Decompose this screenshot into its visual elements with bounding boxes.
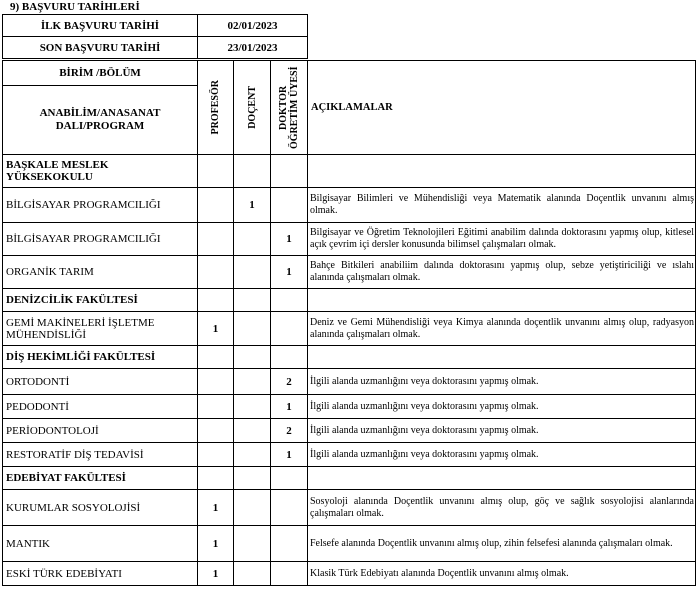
doktor-count: 2 <box>271 419 308 443</box>
profesor-count: 1 <box>198 312 234 346</box>
program-name: PERİODONTOLOJİ <box>3 419 198 443</box>
program-name: MANTIK <box>3 526 198 562</box>
profesor-count <box>198 369 234 395</box>
program-name: ESKİ TÜRK EDEBİYATI <box>3 562 198 586</box>
empty-cell <box>308 467 696 490</box>
profesor-count <box>198 395 234 419</box>
date-row <box>3 15 308 37</box>
docent-count <box>234 395 271 419</box>
description: Bahçe Bitkileri anabiliim dalında doktorasını yapmış olup, sebze yetiştiriciliği ve ıslahı alanında çalışmaları olmak. <box>308 256 696 289</box>
profesor-count <box>198 443 234 467</box>
description: İlgili alanda uzmanlığını veya doktorasını yapmış olmak. <box>308 395 696 419</box>
doktor-count <box>271 526 308 562</box>
description: İlgili alanda uzmanlığını veya doktorasını yapmış olmak. <box>308 369 696 395</box>
table-row <box>3 562 696 586</box>
docent-count <box>234 490 271 526</box>
docent-count <box>234 256 271 289</box>
table-row <box>3 223 696 256</box>
date-value: 02/01/2023 <box>198 15 308 37</box>
table-row <box>3 490 696 526</box>
section-heading: 9) BAŞVURU TARİHLERİ <box>10 1 140 13</box>
date-row <box>3 37 308 59</box>
date-value: 23/01/2023 <box>198 37 308 59</box>
profesor-count: 1 <box>198 562 234 586</box>
section-row <box>3 155 696 188</box>
section-row <box>3 346 696 369</box>
docent-count <box>234 562 271 586</box>
profesor-count: 1 <box>198 526 234 562</box>
table-row <box>3 256 696 289</box>
profesor-count <box>198 419 234 443</box>
table-row <box>3 443 696 467</box>
docent-count <box>234 443 271 467</box>
empty-cell <box>271 346 308 369</box>
empty-cell <box>198 467 234 490</box>
program-name: BİLGİSAYAR PROGRAMCILIĞI <box>3 223 198 256</box>
empty-cell <box>234 289 271 312</box>
program-name: ORGANİK TARIM <box>3 256 198 289</box>
table-row <box>3 369 696 395</box>
doktor-count <box>271 562 308 586</box>
docent-count <box>234 312 271 346</box>
section-title: DENİZCİLİK FAKÜLTESİ <box>3 289 198 312</box>
empty-cell <box>234 346 271 369</box>
header-aciklamalar: AÇIKLAMALAR <box>308 61 696 155</box>
section-title: EDEBİYAT FAKÜLTESİ <box>3 467 198 490</box>
description: Sosyoloji alanında Doçentlik unvanını almış olup, göç ve sağlık sosyolojisi alanlarında çalışmaları olmak. <box>308 490 696 526</box>
empty-cell <box>271 289 308 312</box>
date-label: SON BAŞVURU TARİHİ <box>3 37 198 59</box>
program-name: KURUMLAR SOSYOLOJİSİ <box>3 490 198 526</box>
empty-cell <box>308 346 696 369</box>
section-title: BAŞKALE MESLEK YÜKSEKOKULU <box>3 155 198 188</box>
description: Klasik Türk Edebiyatı alanında Doçentlik unvanını almış olmak. <box>308 562 696 586</box>
doktor-count: 1 <box>271 223 308 256</box>
empty-cell <box>271 467 308 490</box>
program-name: RESTORATİF DİŞ TEDAVİSİ <box>3 443 198 467</box>
table-row <box>3 395 696 419</box>
program-name: PEDODONTİ <box>3 395 198 419</box>
application-dates-table <box>2 14 308 59</box>
header-dali: ANABİLİM/ANASANAT DALI/PROGRAM <box>3 86 198 155</box>
empty-cell <box>234 155 271 188</box>
profesor-count <box>198 256 234 289</box>
description: Bilgisayar ve Öğretim Teknolojileri Eğitimi anabilim dalında doktorasını yapmış olup, kitlesel açık çevrim içi dersler konusunda bilimsel çalışmaları olmak. <box>308 223 696 256</box>
doktor-count: 1 <box>271 443 308 467</box>
doktor-count <box>271 312 308 346</box>
header-profesor: PROFESÖR <box>198 61 234 155</box>
profesor-count <box>198 188 234 223</box>
description: Deniz ve Gemi Mühendisliği veya Kimya alanında doçentlik unvanını almış olup, radyasyon alanında çalışmaları olmak. <box>308 312 696 346</box>
empty-cell <box>271 155 308 188</box>
description: İlgili alanda uzmanlığını veya doktorasını yapmış olmak. <box>308 419 696 443</box>
date-label: İLK BAŞVURU TARİHİ <box>3 15 198 37</box>
section-title: DİŞ HEKİMLİĞİ FAKÜLTESİ <box>3 346 198 369</box>
empty-cell <box>234 467 271 490</box>
description: İlgili alanda uzmanlığını veya doktorasını yapmış olmak. <box>308 443 696 467</box>
empty-cell <box>198 346 234 369</box>
docent-count <box>234 369 271 395</box>
program-name: GEMİ MAKİNELERİ İŞLETME MÜHENDİSLİĞİ <box>3 312 198 346</box>
header-doktor: DOKTOR ÖĞRETİM ÜYESİ <box>271 61 308 155</box>
table-row <box>3 188 696 223</box>
docent-count <box>234 526 271 562</box>
empty-cell <box>308 155 696 188</box>
program-name: BİLGİSAYAR PROGRAMCILIĞI <box>3 188 198 223</box>
empty-cell <box>198 289 234 312</box>
section-row <box>3 289 696 312</box>
program-name: ORTODONTİ <box>3 369 198 395</box>
docent-count: 1 <box>234 188 271 223</box>
docent-count <box>234 223 271 256</box>
section-row <box>3 467 696 490</box>
table-row <box>3 526 696 562</box>
profesor-count <box>198 223 234 256</box>
doktor-count: 1 <box>271 395 308 419</box>
doktor-count: 2 <box>271 369 308 395</box>
header-row <box>3 61 696 86</box>
doktor-count: 1 <box>271 256 308 289</box>
doktor-count <box>271 490 308 526</box>
description: Bilgisayar Bilimleri ve Mühendisliği veya Matematik alanında Doçentlik unvanını almış olmak. <box>308 188 696 223</box>
table-row <box>3 419 696 443</box>
empty-cell <box>198 155 234 188</box>
profesor-count: 1 <box>198 490 234 526</box>
header-birim: BİRİM /BÖLÜM <box>3 61 198 86</box>
doktor-count <box>271 188 308 223</box>
docent-count <box>234 419 271 443</box>
header-docent: DOÇENT <box>234 61 271 155</box>
positions-table <box>2 60 696 586</box>
empty-cell <box>308 289 696 312</box>
description: Felsefe alanında Doçentlik unvanını almış olup, zihin felsefesi alanında çalışmaları olmak. <box>308 526 696 562</box>
table-row <box>3 312 696 346</box>
